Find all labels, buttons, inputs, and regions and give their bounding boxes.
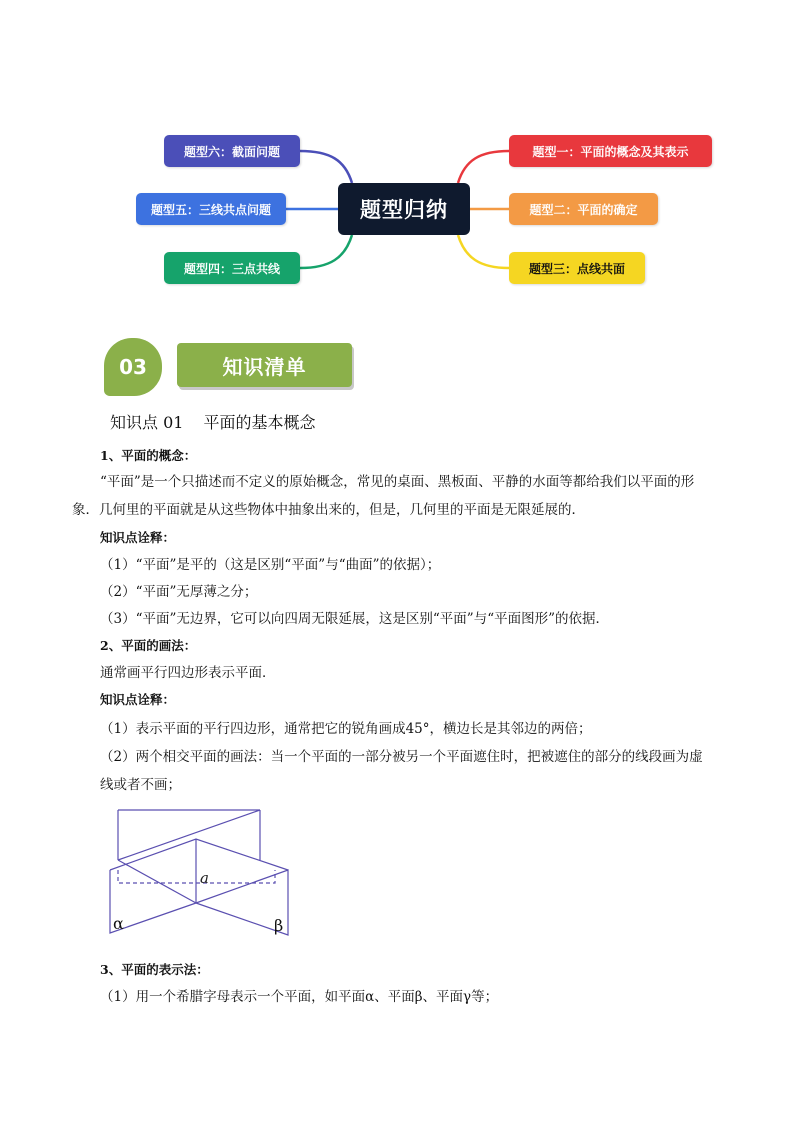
plane-diagonal-1: [118, 810, 260, 860]
heading-plane-notation: 3、平面的表示法：: [100, 962, 209, 977]
connector-left-1: [300, 151, 352, 183]
label-line-a: a: [200, 869, 209, 887]
note-heading-1: 知识点诠释：: [100, 530, 176, 545]
section-title-bar: 知识清单: [177, 343, 352, 387]
label-alpha: α: [113, 914, 124, 933]
para-concept-1: “平面”是一个只描述而不定义的原始概念，常见的桌面、黑板面、平静的水面等都给我们以平面的形: [100, 474, 695, 490]
knowledge-point-title: [110, 410, 315, 433]
heading-plane-concept: 1、平面的概念：: [100, 448, 197, 463]
note-1-item-3: （3）“平面”无边界，它可以向四周无限延展，这是区别“平面”与“平面图形”的依据．: [100, 611, 609, 627]
mindmap-center: 题型归纳: [338, 183, 470, 235]
connector-right-1: [458, 151, 509, 183]
para-drawing: 通常画平行四边形表示平面．: [100, 665, 276, 681]
mindmap-node-type6: 题型六：截面问题: [164, 135, 300, 167]
heading-plane-drawing: 2、平面的画法：: [100, 638, 197, 653]
notation-item-1: （1）用一个希腊字母表示一个平面，如平面α、平面β、平面γ等；: [100, 989, 499, 1005]
plane-beta-edges: [118, 810, 260, 903]
mindmap-node-type5: 题型五：三线共点问题: [136, 193, 286, 225]
section-number-badge: 03: [104, 338, 162, 396]
para-concept-2: 象．几何里的平面就是从这些物体中抽象出来的，但是，几何里的平面是无限延展的．: [72, 502, 585, 518]
note-1-item-2: （2）“平面”无厚薄之分；: [100, 584, 258, 600]
note-2-item-2-cont: 线或者不画；: [100, 777, 181, 793]
label-beta: β: [274, 916, 284, 935]
note-2-item-2: （2）两个相交平面的画法：当一个平面的一部分被另一个平面遮住时，把被遮住的部分的线段画为虚: [100, 749, 703, 765]
mindmap-node-type1: 题型一：平面的概念及其表示: [509, 135, 712, 167]
connector-left-3: [300, 235, 352, 268]
intersecting-planes-figure: [100, 805, 310, 945]
note-heading-2: 知识点诠释：: [100, 692, 176, 707]
plane-alpha-edges: [110, 870, 288, 935]
mindmap-node-type3: 题型三：点线共面: [509, 252, 645, 284]
mindmap-node-type2: 题型二：平面的确定: [509, 193, 658, 225]
connector-right-3: [458, 235, 509, 268]
note-1-item-1: （1）“平面”是平的（这是区别“平面”与“曲面”的依据）；: [100, 557, 441, 573]
kp-label: 知识点 01: [110, 413, 184, 432]
note-2-item-1: （1）表示平面的平行四边形，通常把它的锐角画成45°，横边长是其邻边的两倍；: [100, 721, 592, 737]
kp-heading: 平面的基本概念: [203, 413, 316, 432]
plane-diagonal-2: [110, 839, 288, 870]
mindmap-node-type4: 题型四：三点共线: [164, 252, 300, 284]
